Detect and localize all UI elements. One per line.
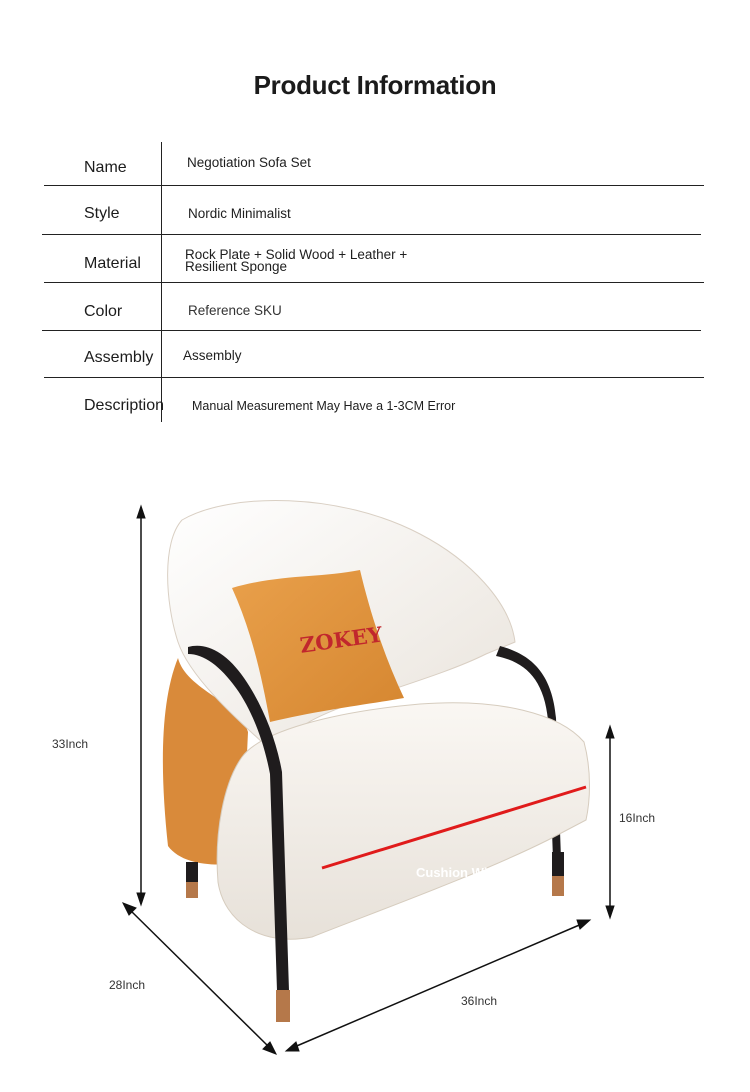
spec-value-material-line1: Rock Plate + Solid Wood + Leather + — [185, 247, 408, 262]
spec-value-material-line2: Resilient Sponge — [185, 259, 288, 274]
sofa-dimension-illustration — [0, 442, 750, 1092]
row-divider — [42, 234, 701, 235]
spec-label-style: Style — [84, 205, 120, 222]
spec-label-description: Description — [84, 397, 165, 414]
row-divider — [44, 377, 704, 378]
seat-height-arrow — [606, 726, 614, 918]
page-title: Product Information — [253, 70, 497, 100]
spec-label-color: Color — [84, 303, 123, 320]
spec-value-description: Manual Measurement May Have a 1-3CM Error — [192, 399, 456, 413]
dim-depth-label: 28Inch — [109, 978, 146, 992]
row-divider — [44, 282, 704, 283]
spec-label-name: Name — [84, 159, 127, 176]
row-divider — [44, 185, 704, 186]
cushion-width-label: Cushion Width 16Inch — [416, 865, 553, 880]
row-divider — [42, 330, 701, 331]
dim-seat-height-label: 16Inch — [619, 811, 656, 825]
width-arrow — [286, 920, 590, 1051]
sofa-leg-right-cap — [552, 876, 564, 896]
spec-value-color: Reference SKU — [188, 303, 282, 318]
spec-value-name: Negotiation Sofa Set — [187, 155, 311, 170]
sofa-leg-front — [276, 990, 290, 1022]
spec-label-assembly: Assembly — [84, 349, 154, 366]
brand-logo: ZOKEY — [298, 621, 384, 658]
sofa-leg-back-left-cap — [186, 882, 198, 898]
dim-height-label: 33Inch — [52, 737, 89, 751]
spec-value-style: Nordic Minimalist — [188, 206, 291, 221]
dim-width-label: 36Inch — [461, 994, 498, 1008]
spec-table — [42, 142, 704, 424]
height-arrow — [137, 506, 145, 905]
spec-value-assembly: Assembly — [183, 348, 242, 363]
spec-label-material: Material — [84, 255, 141, 272]
